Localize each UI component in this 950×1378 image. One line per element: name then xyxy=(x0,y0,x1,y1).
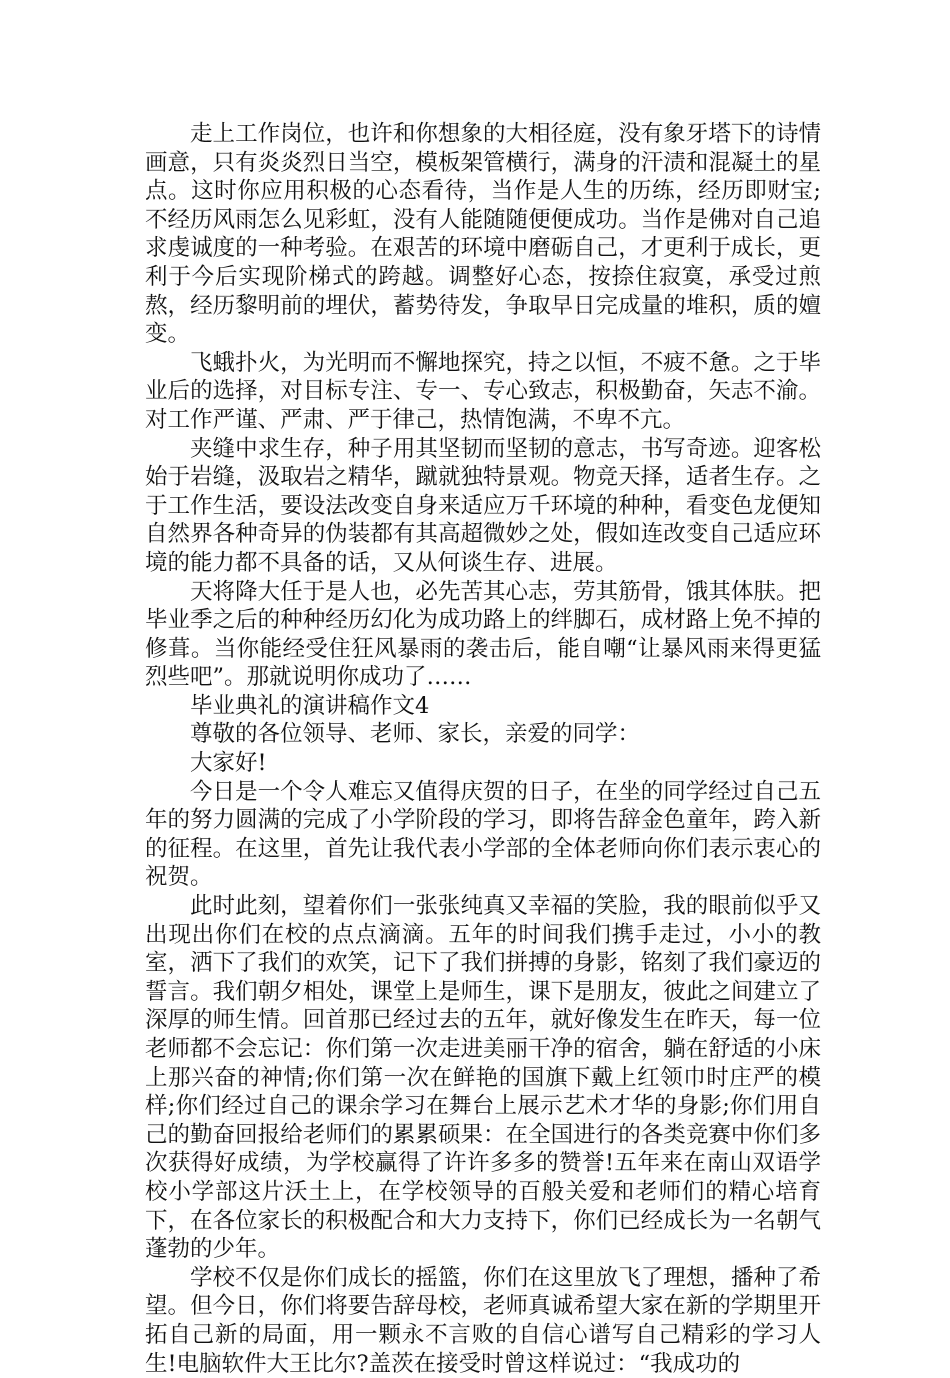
paragraph-2: 飞蛾扑火，为光明而不懈地探究，持之以恒，不疲不惫。之于毕业后的选择，对目标专注、专一、专心致志，积极勤奋，矢志不渝。对工作严谨、严肃、严于律己，热情饱满，不卑不亢。 xyxy=(145,349,821,433)
speech-paragraph-3: 学校不仅是你们成长的摇篮，你们在这里放飞了理想，播种了希望。但今日，你们将要告辞母校，老师真诚希望大家在新的学期里开拓自己新的局面，用一颗永不言败的自信心谱写自己精彩的学习人生!电脑软件大王比尔?盖茨在接受时曾这样说过：“我成功的 xyxy=(145,1264,821,1377)
speech-paragraph-1: 今日是一个令人难忘又值得庆贺的日子，在坐的同学经过自己五年的努力圆满的完成了小学阶段的学习，即将告辞金色童年，跨入新的征程。在这里，首先让我代表小学部的全体老师向你们表示衷心的祝贺。 xyxy=(145,778,821,891)
salutation: 尊敬的各位领导、老师、家长，亲爱的同学： xyxy=(190,721,641,748)
document-page xyxy=(145,120,821,1378)
paragraph-1: 走上工作岗位，也许和你想象的大相径庭，没有象牙塔下的诗情画意，只有炎炎烈日当空，模板架管横行，满身的汗渍和混凝土的星点。这时你应用积极的心态看待，当作是人生的历练，经历即财宝;不经历风雨怎么见彩虹，没有人能随随便便成功。当作是佛对自己追求虔诚度的一种考验。在艰苦的环境中磨砺自己，才更利于成长，更利于今后实现阶梯式的跨越。调整好心态，按捺住寂寞，承受过煎熬，经历黎明前的埋伏，蓄势待发，争取早日完成量的堆积，质的嬗变。 xyxy=(145,121,821,348)
greeting: 大家好! xyxy=(190,750,267,777)
speech-paragraph-2: 此时此刻，望着你们一张张纯真又幸福的笑脸，我的眼前似乎又出现出你们在校的点点滴滴。五年的时间我们携手走过，小小的教室，洒下了我们的欢笑，记下了我们拼搏的身影，铭刻了我们豪迈的誓言。我们朝夕相处，课堂上是师生，课下是朋友，彼此之间建立了深厚的师生情。回首那已经过去的五年，就好像发生在昨天，每一位老师都不会忘记：你们第一次走进美丽干净的宿舍，躺在舒适的小床上那兴奋的神情;你们第一次在鲜艳的国旗下戴上红领巾时庄严的模样;你们经过自己的课余学习在舞台上展示艺术才华的身影;你们用自己的勤奋回报给老师们的累累硕果：在全国进行的各类竞赛中你们多次获得好成绩，为学校赢得了许许多多的赞誉!五年来在南山双语学校小学部这片沃土上，在学校领导的百般关爱和老师们的精心培育下，在各位家长的积极配合和大力支持下，你们已经成长为一名朝气蓬勃的少年。 xyxy=(145,893,821,1263)
paragraph-4: 天将降大任于是人也，必先苦其心志，劳其筋骨，饿其体肤。把毕业季之后的种种经历幻化为成功路上的绊脚石，成材路上免不掉的修葺。当你能经受住狂风暴雨的袭击后，能自嘲“让暴风雨来得更猛烈些吧”。那就说明你成功了…… xyxy=(145,578,821,691)
paragraph-3: 夹缝中求生存，种子用其坚韧而坚韧的意志，书写奇迹。迎客松始于岩缝，汲取岩之精华，蹴就独特景观。物竞天择，适者生存。之于工作生活，要设法改变自身来适应万千环境的种种，看变色龙便知自然界各种奇异的伪装都有其高超微妙之处，假如连改变自己适应环境的能力都不具备的话，又从何谈生存、进展。 xyxy=(145,435,821,576)
section-heading: 毕业典礼的演讲稿作文4 xyxy=(190,692,430,719)
